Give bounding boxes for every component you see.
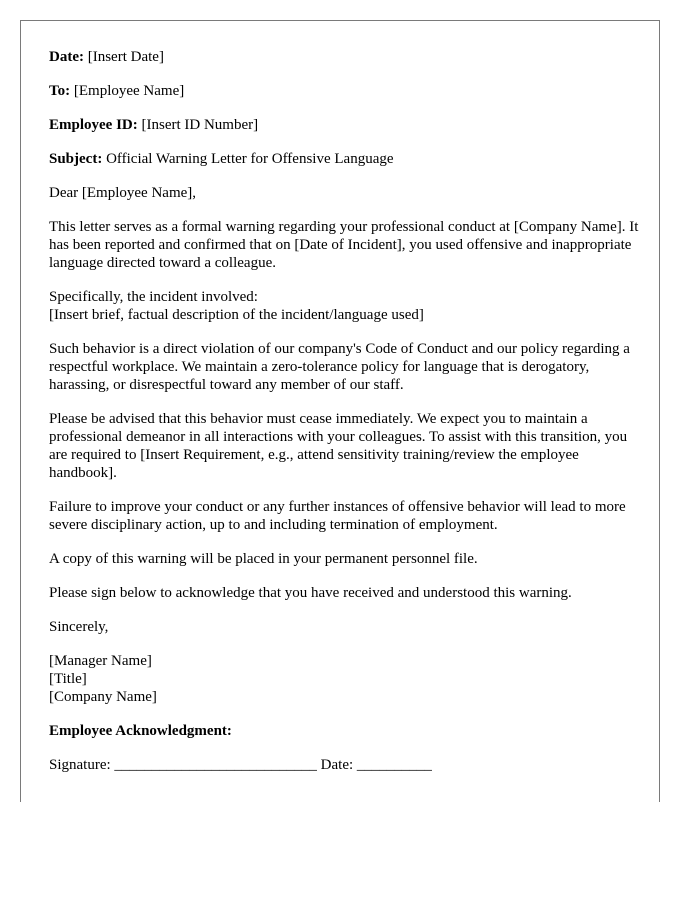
letter-page	[20, 20, 660, 802]
subject-label: Subject:	[49, 151, 103, 167]
letter-content	[49, 48, 639, 774]
employee-id-line	[49, 116, 639, 134]
incident-description: [Insert brief, factual description of the incident/language used]	[49, 307, 424, 323]
to-label: To:	[49, 83, 71, 99]
company-name: [Company Name]	[49, 689, 157, 705]
employee-id-value: [Insert ID Number]	[137, 117, 259, 133]
manager-title: [Title]	[49, 671, 87, 687]
paragraph-consequences: Failure to improve your conduct or any further instances of offensive behavior will lead to more severe disciplinary action, up to and including termination of employment.	[49, 499, 626, 533]
paragraph-policy-violation: Such behavior is a direct violation of our company's Code of Conduct and our policy regarding a respectful workplace. We maintain a zero-tolerance policy for language that is derogatory, harassing, or disrespectful toward any member of our staff.	[49, 341, 630, 393]
date-line	[49, 48, 639, 66]
to-value: [Employee Name]	[70, 83, 185, 99]
signature-label: Signature:	[49, 757, 115, 773]
salutation: Dear [Employee Name],	[49, 185, 197, 201]
subject-line	[49, 150, 639, 168]
acknowledgment-signature-row	[49, 756, 639, 774]
date-value: [Insert Date]	[83, 49, 164, 65]
paragraph-incident	[49, 288, 639, 324]
acknowledgment-heading-text: Employee Acknowledgment:	[49, 723, 232, 739]
to-line	[49, 82, 639, 100]
paragraph-personnel-file: A copy of this warning will be placed in your permanent personnel file.	[49, 551, 478, 567]
incident-intro: Specifically, the incident involved:	[49, 289, 258, 305]
signature-date-label: Date:	[316, 757, 357, 773]
closing-sincerely: Sincerely,	[49, 619, 109, 635]
signature-block	[49, 652, 639, 706]
acknowledgment-heading	[49, 722, 639, 740]
signature-date-field[interactable]: __________	[356, 757, 432, 773]
date-label: Date:	[49, 49, 84, 65]
paragraph-sign-request: Please sign below to acknowledge that you have received and understood this warning.	[49, 585, 572, 601]
paragraph-requirement: Please be advised that this behavior must cease immediately. We expect you to maintain a professional demeanor in all interactions with your colleagues. To assist with this transition, you are required to [Insert Requirement, e.g., attend sensitivity training/review the employee handbook].	[49, 411, 628, 481]
signature-field[interactable]: ___________________________	[114, 757, 317, 773]
employee-id-label: Employee ID:	[49, 117, 138, 133]
paragraph-formal-warning: This letter serves as a formal warning regarding your professional conduct at [Company Name]. It has been reported and confirmed that on [Date of Incident], you used offensive and inappropriate language directed toward a colleague.	[49, 219, 639, 271]
subject-value: Official Warning Letter for Offensive Language	[102, 151, 394, 167]
manager-name: [Manager Name]	[49, 653, 152, 669]
